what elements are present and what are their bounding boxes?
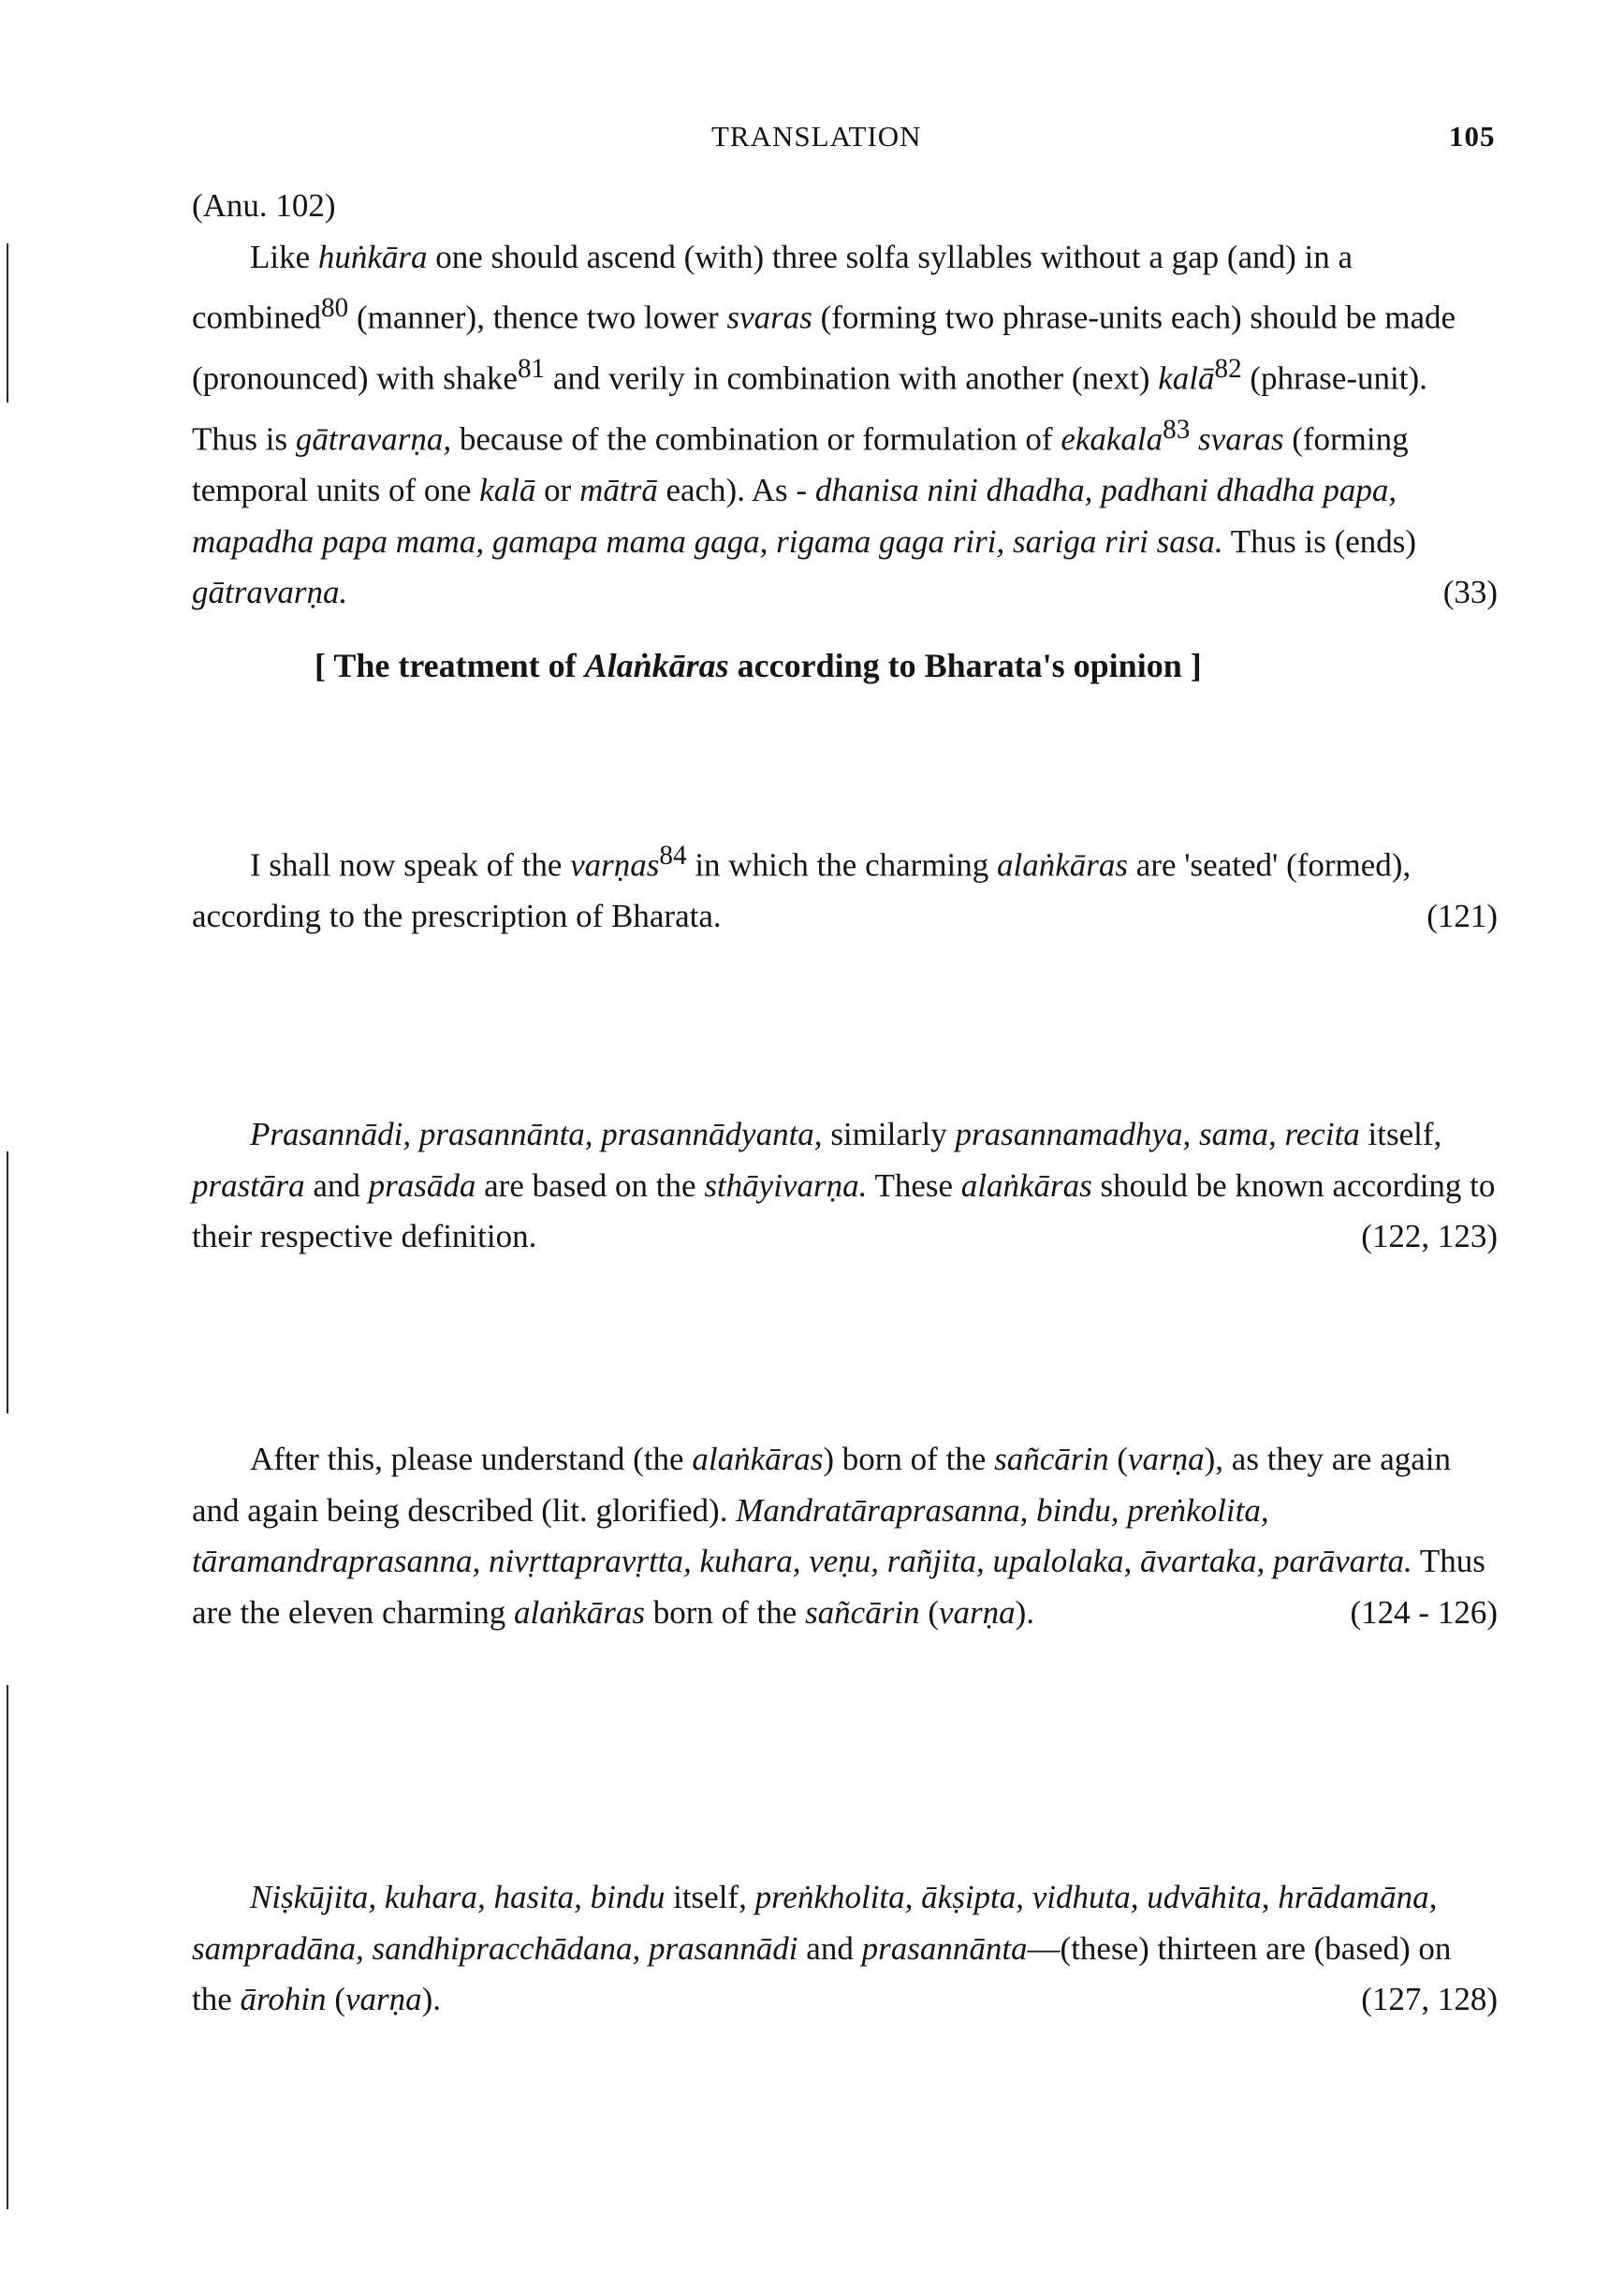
- section-heading: [ The treatment of Alaṅkāras according to Bharata's opinion ]: [315, 647, 1202, 684]
- footnote-ref-84: 84: [659, 841, 687, 871]
- verse-number: (124 - 126): [1350, 1593, 1498, 1631]
- verse-number: (33): [1442, 574, 1498, 611]
- scan-edge-middle: [7, 1151, 8, 1414]
- verse-127-128: [192, 1872, 1498, 2026]
- translation-paragraph: Niṣkūjita, kuhara, hasita, bindu itself, preṅkholita, ākṣipta, vidhuta, udvāhita, hrādamāna, sampradāna, sandhipracchādana, prasannādi and prasannānta—(these) thirteen are (based) on the ārohin (varṇa). (127, 128): [192, 1872, 1498, 2026]
- footnote-ref-83: 83: [1163, 415, 1191, 446]
- verse-121: [192, 830, 1498, 943]
- verse-number: (122, 123): [1361, 1218, 1498, 1254]
- verse-number: (127, 128): [1361, 1981, 1498, 2017]
- footnote-ref-82: 82: [1214, 354, 1242, 385]
- section-anu-102: [192, 181, 1498, 619]
- section-label: (Anu. 102): [192, 187, 336, 224]
- running-title: TRANSLATION: [711, 120, 922, 153]
- translation-paragraph: Like huṅkāra one should ascend (with) three solfa syllables without a gap (and) in a combined$^{80}$ (manner), thence two lower svaras (forming two phrase-units each) should be made (pronounced) with shake$^{81}$ and verily in combination with another (next) kalā$^{82}$ (phrase-unit). Thus is gātravarṇa, because of the combination or formulation of ekakala$^{83}$ svaras (forming temporal units of one kalā or mātrā each). As - dhanisa nini dhadha, padhani dhadha papa, mapadha papa mama, gamapa mama gaga, rigama gaga riri, sariga riri sasa. Thus is (ends) gātravarṇa. (33): [192, 232, 1498, 619]
- footnote-ref-81: 81: [517, 354, 546, 385]
- scan-edge-top: [7, 243, 8, 403]
- verse-number: (121): [1426, 898, 1498, 935]
- scan-edge-bottom: [7, 1685, 8, 2209]
- translation-paragraph: After this, please understand (the alaṅkāras) born of the sañcārin (varṇa), as they are again and again being described (lit. glorified). Mandratāraprasanna, bindu, preṅkolita, tāramandraprasanna, nivṛttapravṛtta, kuhara, veṇu, rañjita, upalolaka, āvartaka, parāvarta. Thus are the eleven charming alaṅkāras born of the sañcārin (varṇa). (124 - 126): [192, 1434, 1498, 1638]
- translation-paragraph: Prasannādi, prasannānta, prasannādyanta, similarly prasannamadhya, sama, recita itself, prastāra and prasāda are based on the sthāyivarṇa. These alaṅkāras should be known according to their respective definition. (122, 123): [192, 1109, 1498, 1263]
- page-number: 105: [1449, 120, 1496, 153]
- translation-paragraph: I shall now speak of the varṇas$^{84}$ in which the charming alaṅkāras are 'seated' (formed), according to the prescription of Bharata. (121): [192, 830, 1498, 943]
- verse-122-123: [192, 1109, 1498, 1263]
- footnote-ref-80: 80: [321, 293, 349, 323]
- verse-124-126: [192, 1434, 1498, 1638]
